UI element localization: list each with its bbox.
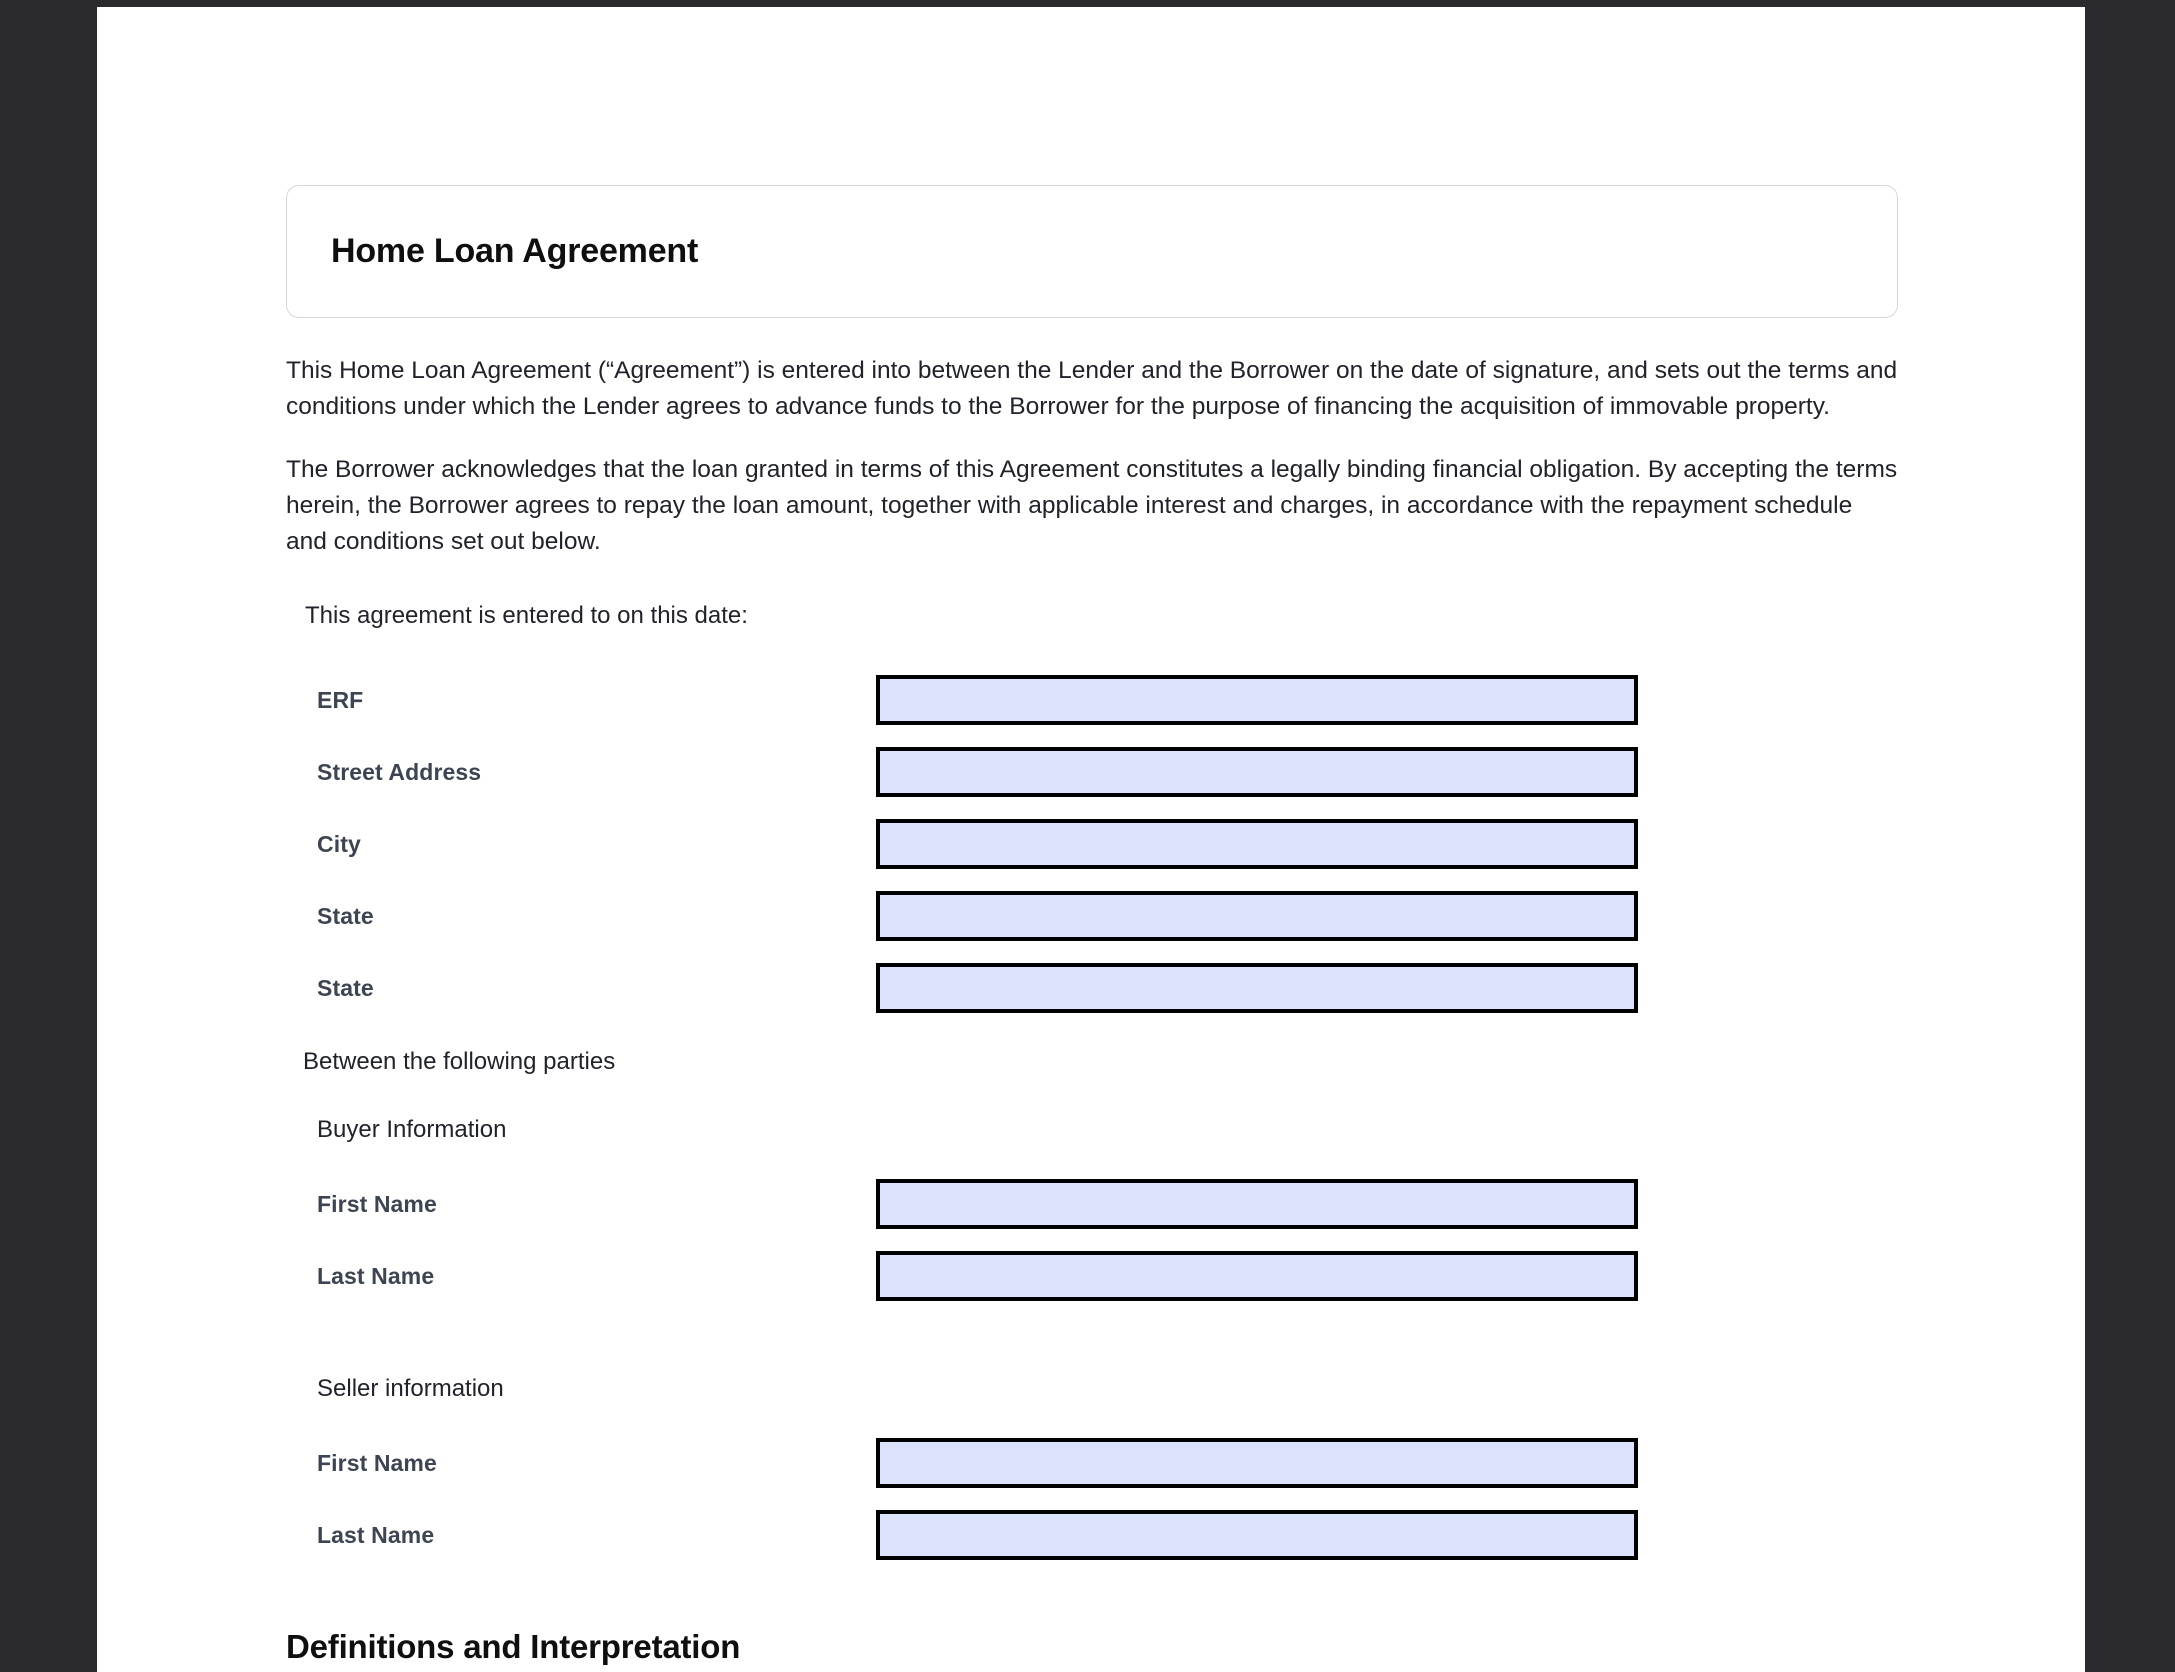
buyer-last-name-input[interactable] [876,1251,1638,1301]
field-label-city: City [317,830,361,857]
field-row-seller-first-name [286,1427,1898,1499]
buyer-information-heading: Buyer Information [317,1116,507,1143]
seller-information-group [286,1375,1898,1571]
seller-first-name-input[interactable] [876,1438,1638,1488]
state-input-2[interactable] [876,963,1638,1013]
field-label-buyer-first-name: First Name [317,1190,437,1217]
spacer [286,1312,1898,1375]
field-row-seller-last-name [286,1499,1898,1571]
agreement-form [286,602,1898,1571]
seller-information-heading: Seller information [317,1375,504,1402]
field-row-erf [286,664,1898,736]
document-page [97,7,2085,1672]
field-row-state-1 [286,880,1898,952]
state-input-1[interactable] [876,891,1638,941]
field-label-state-1: State [317,902,374,929]
browser-gutter-right [2085,0,2175,1672]
parties-heading: Between the following parties [303,1048,616,1075]
definitions-heading: Definitions and Interpretation [286,1628,741,1665]
field-row-city [286,808,1898,880]
erf-input[interactable] [876,675,1638,725]
field-label-seller-first-name: First Name [317,1449,437,1476]
intro-paragraph-2: The Borrower acknowledges that the loan granted in terms of this Agreement constitutes a legally binding financial obligation. By accepting the terms herein, the Borrower agrees to repay the loan amount, together with applicable interest and charges, in accordance with the repayment schedule and conditions set out below. [286,456,1898,555]
field-label-state-2: State [317,974,374,1001]
intro-paragraph-1: This Home Loan Agreement (“Agreement”) is entered into between the Lender and the Borrower on the date of signature, and sets out the terms and conditions under which the Lender agrees to advance funds to the Borrower for the purpose of financing the acquisition of immovable property. [286,357,1898,420]
spacer [286,1024,1898,1048]
browser-top-strip [0,0,2175,7]
field-row-buyer-last-name [286,1240,1898,1312]
field-label-buyer-last-name: Last Name [317,1262,435,1289]
city-input[interactable] [876,819,1638,869]
page-title: Home Loan Agreement [331,232,699,270]
browser-gutter-left [0,0,97,1672]
field-label-seller-last-name: Last Name [317,1521,435,1548]
field-label-erf: ERF [317,686,364,713]
document-body [286,185,1898,1666]
field-label-street-address: Street Address [317,758,482,785]
property-fields-group [286,664,1898,1024]
agreement-title-card [286,185,1898,318]
street-address-input[interactable] [876,747,1638,797]
spacer [286,1076,1898,1116]
spacer [286,1403,1898,1427]
date-prompt-label: This agreement is entered to on this date: [305,602,748,629]
field-row-buyer-first-name [286,1168,1898,1240]
seller-last-name-input[interactable] [876,1510,1638,1560]
spacer [286,1144,1898,1168]
field-row-street-address [286,736,1898,808]
field-row-state-2 [286,952,1898,1024]
buyer-information-group [286,1116,1898,1312]
buyer-first-name-input[interactable] [876,1179,1638,1229]
